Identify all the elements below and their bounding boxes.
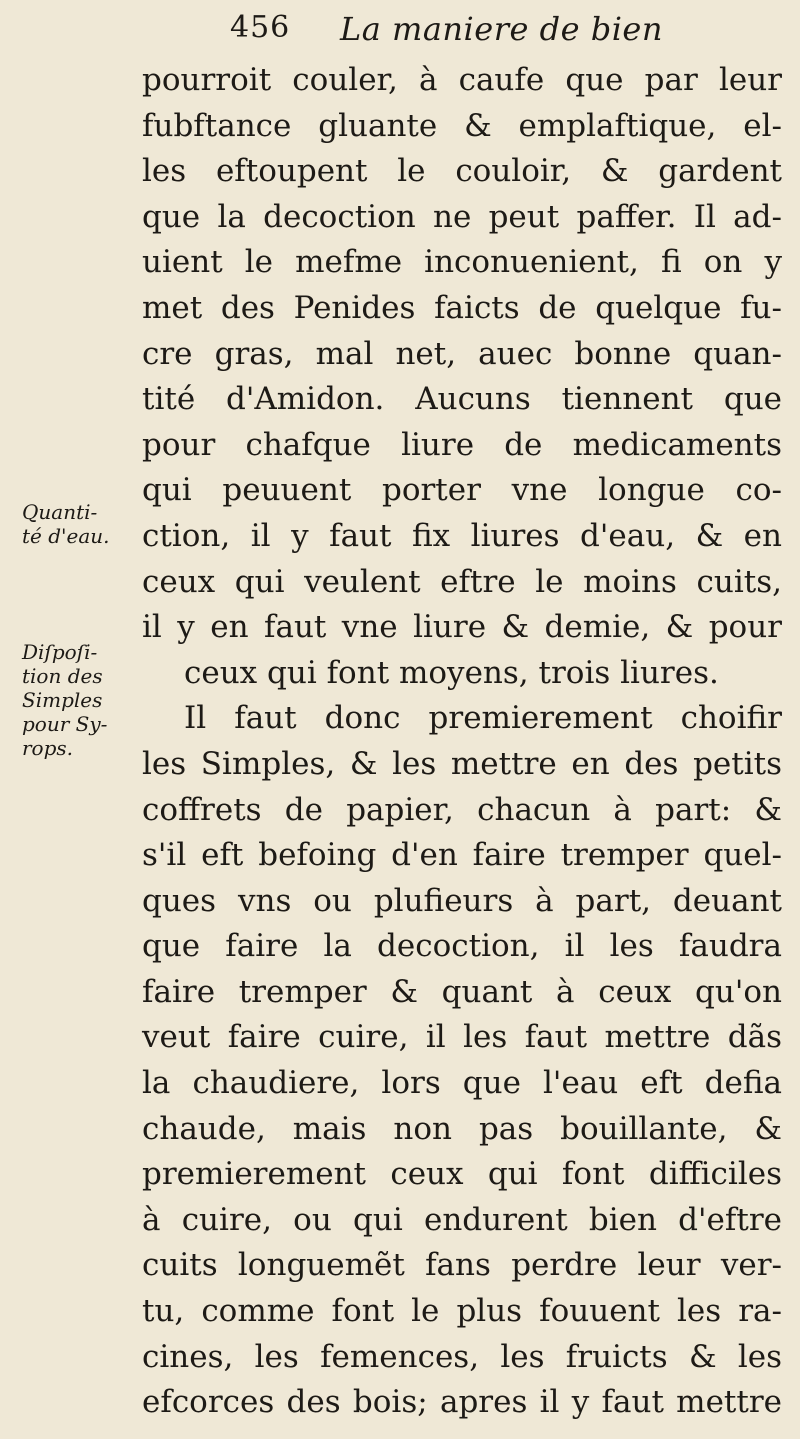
text-line: pour chafque liure de medicaments (142, 426, 782, 463)
text-line: met des Penides faicts de quelque fu- (142, 289, 782, 326)
margin-note-water-quantity (22, 500, 110, 548)
margin-note-line: té d'eau. (22, 524, 110, 548)
text-line: cines, les femences, les fruicts & les (142, 1338, 782, 1375)
margin-note-line: Diſpoſi- (22, 640, 98, 664)
text-line: coffrets de papier, chacun à part: & (142, 791, 782, 828)
text-line: cuits longuemẽt fans perdre leur ver- (142, 1247, 782, 1284)
text-line: tité d'Amidon. Aucuns tiennent que (142, 381, 782, 418)
running-head: La maniere de bien (340, 10, 663, 48)
text-line: veut faire cuire, il les faut mettre dãs (142, 1019, 782, 1056)
margin-note-line: Simples (22, 688, 103, 712)
text-line: fubftance gluante & emplaftique, el- (142, 107, 782, 144)
text-line: qui peuuent porter vne longue co- (142, 472, 782, 509)
text-line: ceux qui veulent eftre le moins cuits, (142, 563, 782, 600)
text-line: ceux qui font moyens, trois liures. (184, 654, 719, 691)
text-line: ques vns ou plufieurs à part, deuant (142, 882, 782, 919)
text-line: Il faut donc premierement choifir (184, 700, 782, 737)
margin-note-line: rops. (22, 736, 74, 760)
text-line: que faire la decoction, il les faudra (142, 928, 782, 965)
margin-note-line: tion des (22, 664, 103, 688)
text-line: tu, comme font le plus fouuent les ra- (142, 1293, 782, 1330)
margin-note-line: Quanti- (22, 500, 98, 524)
text-line: il y en faut vne liure & demie, & pour (142, 609, 782, 646)
text-line: uient le mefme inconuenient, fi on y (142, 244, 782, 281)
margin-note-line: pour Sy- (22, 712, 108, 736)
text-line: s'il eft befoing d'en faire tremper quel- (142, 837, 782, 874)
text-line: pourroit couler, à caufe que par leur (142, 62, 782, 98)
text-line: à cuire, ou qui endurent bien d'eftre (142, 1201, 782, 1238)
page-number: 456 (230, 10, 291, 45)
page-header (230, 6, 730, 62)
text-line: premierement ceux qui font difficiles (142, 1156, 782, 1193)
text-line: les eftoupent le couloir, & gardent (142, 153, 782, 190)
text-line: les Simples, & les mettre en des petits (142, 745, 782, 782)
text-line: faire tremper & quant à ceux qu'on (142, 973, 782, 1010)
text-line: ction, il y faut fix liures d'eau, & en (142, 517, 782, 554)
text-line: que la decoction ne peut paffer. Il ad- (142, 198, 782, 235)
text-line: la chaudiere, lors que l'eau eft defia (142, 1065, 782, 1102)
text-line: cre gras, mal net, auec bonne quan- (142, 335, 782, 372)
body-text (142, 58, 782, 1426)
text-line: chaude, mais non pas bouillante, & (142, 1110, 782, 1147)
margin-note-disposition (22, 640, 107, 760)
text-line: efcorces des bois; apres il y faut mettre (142, 1384, 782, 1421)
